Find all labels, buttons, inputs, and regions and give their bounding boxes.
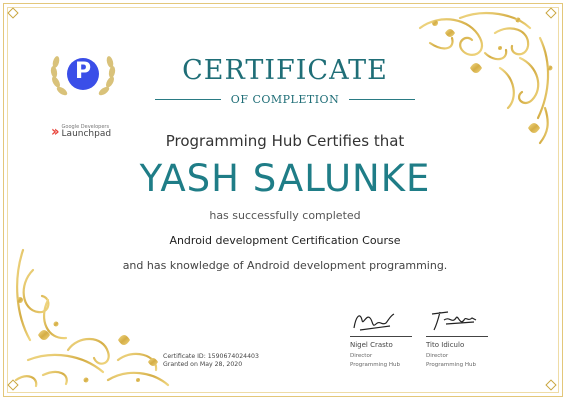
gold-swirl-top-right <box>400 8 560 148</box>
certificate-meta <box>163 353 259 370</box>
certificate-subtitle: OF COMPLETION <box>230 93 340 106</box>
signer-org-2: Programming Hub <box>426 361 476 368</box>
launchpad-chevron-icon: ›› <box>51 124 57 140</box>
partner-name: Launchpad <box>61 128 112 139</box>
granted-date: Granted on May 28, 2020 <box>163 361 243 369</box>
completed-line: has successfully completed <box>209 209 361 222</box>
course-name: Android development Certification Course <box>169 234 401 247</box>
signature-line-2 <box>426 336 488 337</box>
partner-small-label: Google Developers <box>61 123 110 130</box>
signature-image-2 <box>426 306 481 334</box>
subtitle-divider-right <box>349 99 415 100</box>
certifies-line: Programming Hub Certifies that <box>165 132 405 150</box>
signer-role-1 <box>350 352 420 370</box>
certificate-id: Certificate ID: 1590674024403 <box>163 353 259 360</box>
signer-title-1: Director <box>350 353 373 359</box>
recipient-name: YASH SALUNKE <box>139 157 431 200</box>
signature-block-1 <box>350 306 420 370</box>
programming-hub-logo <box>46 44 120 104</box>
certificate-title: CERTIFICATE <box>182 55 388 86</box>
signer-name-2: Tito Idiculo <box>426 341 465 349</box>
signature-image-1 <box>350 306 400 334</box>
signer-role-2 <box>426 352 496 370</box>
knowledge-line: and has knowledge of Android development programming. <box>122 259 448 272</box>
logo-letter: P <box>74 59 92 84</box>
signer-name-1: Nigel Crasto <box>350 341 393 349</box>
signature-block-2 <box>426 306 496 370</box>
signer-title-2: Director <box>426 353 449 359</box>
signature-line-1 <box>350 336 412 337</box>
subtitle-row <box>155 93 415 106</box>
signer-org-1: Programming Hub <box>350 361 400 368</box>
subtitle-divider-left <box>155 99 221 100</box>
